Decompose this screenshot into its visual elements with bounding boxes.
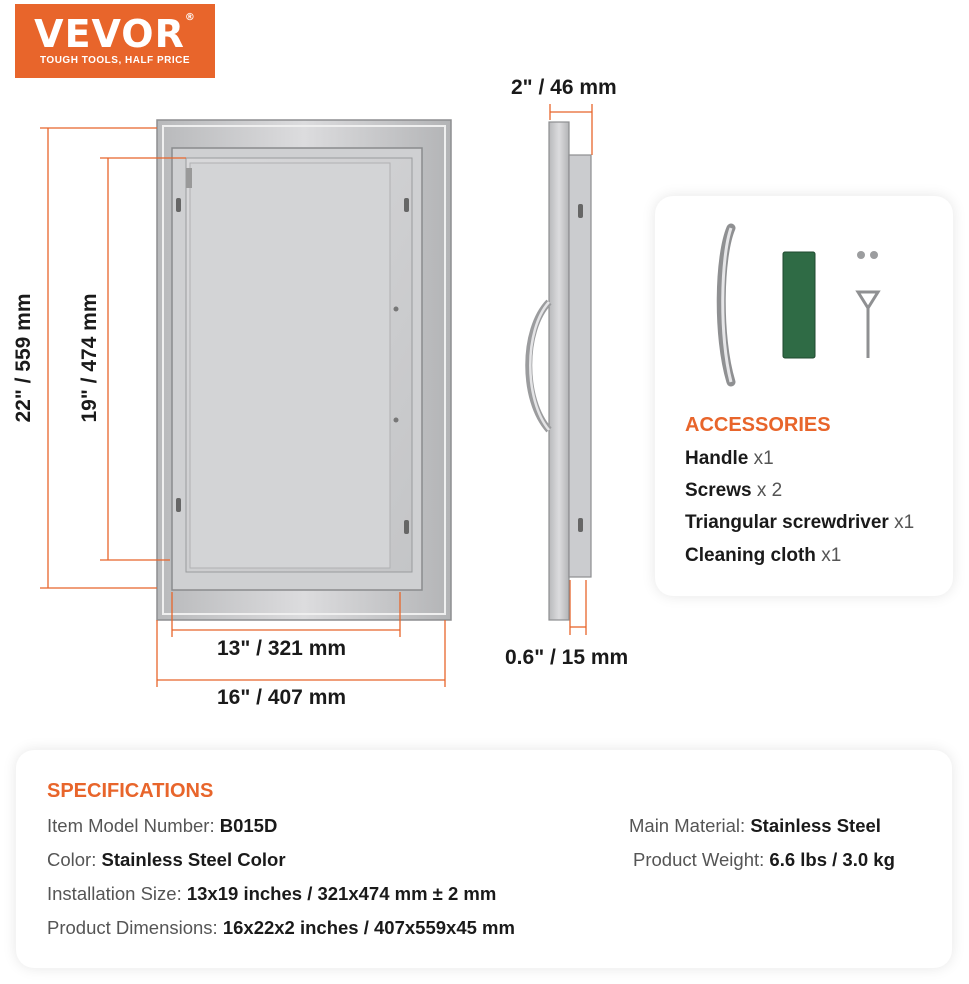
inner-width-label: 13" / 321 mm: [217, 637, 347, 660]
door-panel: [186, 158, 412, 572]
accessory-item: Handle x1: [685, 448, 774, 469]
inner-height-label: 19" / 474 mm: [78, 293, 101, 423]
total-height-label: 22" / 559 mm: [12, 293, 35, 423]
door-side-view: [529, 122, 591, 620]
specifications-title: SPECIFICATIONS: [47, 780, 214, 802]
screws-icon: [857, 251, 878, 259]
flange-label: 0.6" / 15 mm: [505, 646, 629, 669]
specifications-card: [16, 750, 952, 968]
door-inner-frame: [172, 148, 422, 590]
accessories-illustration: [655, 196, 953, 396]
total-width-label: 16" / 407 mm: [217, 686, 347, 709]
depth-label: 2" / 46 mm: [511, 76, 617, 99]
spec-color: Color: Stainless Steel Color: [47, 849, 286, 870]
accessory-item: Triangular screwdriver x1: [685, 512, 915, 533]
accessory-item: Cleaning cloth x1: [685, 545, 842, 566]
accessories-title: ACCESSORIES: [685, 414, 831, 436]
accessories-card: [655, 196, 953, 596]
logo-brand: VEVOR®: [34, 12, 196, 56]
spec-material: Main Material: Stainless Steel: [629, 815, 881, 836]
spec-weight: Product Weight: 6.6 lbs / 3.0 kg: [633, 849, 895, 870]
spec-model: Item Model Number: B015D: [47, 815, 278, 836]
logo-tagline: TOUGH TOOLS, HALF PRICE: [39, 55, 191, 66]
handle-icon: [721, 228, 731, 382]
triangular-screwdriver-icon: [858, 292, 878, 358]
cleaning-cloth-icon: [783, 252, 815, 358]
spec-product-dimensions: Product Dimensions: 16x22x2 inches / 407x559x45 mm: [47, 917, 515, 938]
spec-installation-size: Installation Size: 13x19 inches / 321x474 mm ± 2 mm: [47, 883, 497, 904]
dimension-lines: [40, 104, 592, 687]
vevor-logo: [15, 4, 215, 78]
door-outer-frame: [157, 120, 451, 620]
accessory-item: Screws x 2: [685, 480, 783, 501]
